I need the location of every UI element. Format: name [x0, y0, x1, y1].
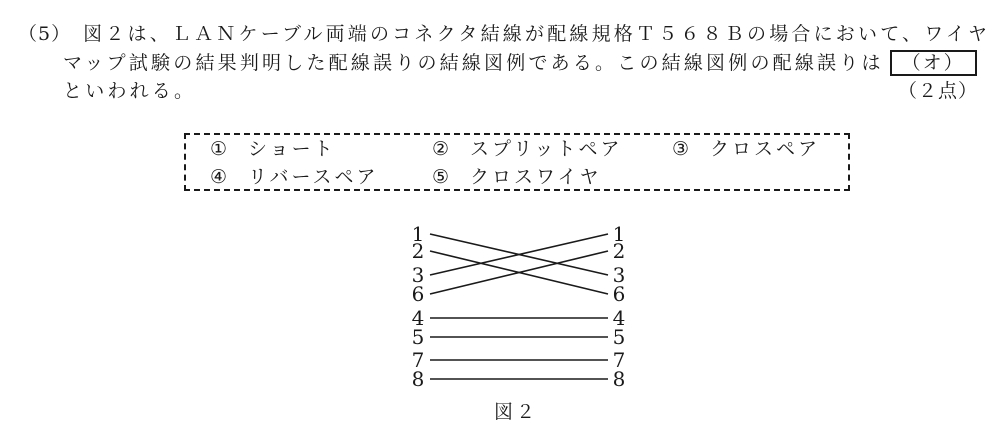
left-pin-label: 5 [411, 325, 425, 349]
question-text-2: マップ試験の結果判明した配線誤りの結線図例である。この結線図例の配線誤りは [63, 52, 884, 74]
left-pin-label: 6 [411, 282, 425, 306]
right-pin-label: 5 [612, 325, 626, 349]
left-pin-label: 2 [411, 239, 425, 263]
option-number: ② [432, 138, 453, 160]
option-number: ⑤ [432, 166, 453, 188]
right-pin-label: 3 [612, 263, 626, 287]
right-pin-label: 2 [612, 239, 626, 263]
option-number: ③ [672, 138, 693, 160]
option-label: リバースペア [248, 166, 379, 188]
answer-box[interactable]: （オ） [890, 50, 977, 76]
option-3[interactable] [672, 137, 820, 161]
left-pin-label: 8 [411, 367, 425, 391]
wire-map-diagram [400, 220, 640, 392]
left-pin-label: 7 [411, 348, 425, 372]
right-pin-label: 7 [612, 348, 626, 372]
points-label: （２点） [897, 80, 978, 102]
option-2[interactable] [432, 137, 623, 161]
option-label: ショート [248, 138, 336, 160]
option-number: ④ [210, 166, 231, 188]
option-label: クロスワイヤ [470, 166, 602, 188]
figure-caption: 図２ [494, 401, 539, 423]
question-line-2 [63, 50, 977, 76]
option-1[interactable] [210, 137, 336, 161]
right-pin-label: 6 [612, 282, 626, 306]
option-5[interactable] [432, 165, 601, 189]
right-pin-label: 1 [612, 222, 626, 246]
option-number: ① [210, 138, 231, 160]
option-label: スプリットペア [470, 138, 623, 160]
option-4[interactable] [210, 165, 379, 189]
question-line-1 [18, 22, 990, 46]
options-box [184, 133, 850, 191]
right-pin-label: 4 [612, 306, 626, 330]
left-pin-label: 4 [411, 306, 425, 330]
option-label: クロスペア [710, 138, 821, 160]
question-text-1: 図２は、ＬＡＮケーブル両端のコネクタ結線が配線規格Ｔ５６８Ｂの場合において、ワイヤ [83, 23, 991, 45]
left-pin-label: 3 [411, 263, 425, 287]
question-number: （5） [18, 23, 72, 45]
question-line-3: といわれる。 [63, 80, 197, 102]
left-pin-label: 1 [411, 222, 425, 246]
right-pin-label: 8 [612, 367, 626, 391]
